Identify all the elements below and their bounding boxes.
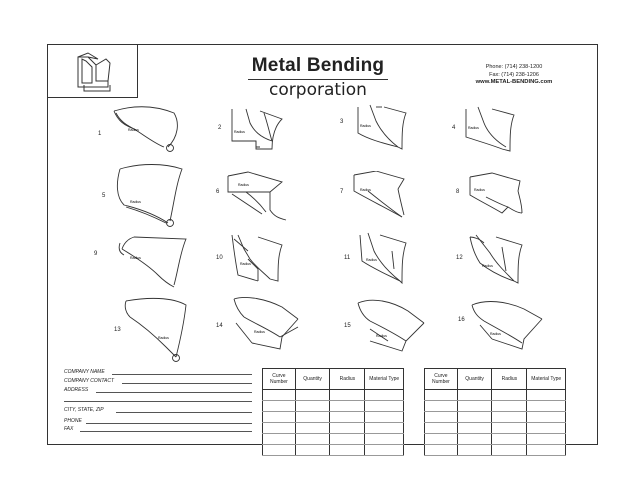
radius-label: Radius <box>482 264 493 268</box>
table-row[interactable] <box>425 412 566 423</box>
curve-1-drawing[interactable] <box>104 103 194 153</box>
company-subtitle: corporation <box>248 79 388 100</box>
company-contact-line[interactable] <box>122 383 252 384</box>
curve-3-drawing[interactable] <box>348 103 418 153</box>
curve-number-6: 6 <box>216 189 220 195</box>
radius-label: Radius <box>376 334 387 338</box>
curve-number-7: 7 <box>340 189 344 195</box>
order-table-left-body[interactable] <box>263 390 404 456</box>
radius-label: Radius <box>254 330 265 334</box>
curve-number-11: 11 <box>344 255 351 261</box>
curve-number-14: 14 <box>216 323 223 329</box>
phone-label: PHONE <box>64 418 82 424</box>
curve-number-9: 9 <box>94 251 98 257</box>
curve-number-4: 4 <box>452 125 456 131</box>
table-row[interactable] <box>425 390 566 401</box>
company-contact-label: COMPANY CONTACT <box>64 378 115 384</box>
col-material-type: Material Type <box>527 369 566 390</box>
curve-13-drawing[interactable] <box>118 295 198 365</box>
company-name-field[interactable] <box>64 369 105 375</box>
company-contact-field[interactable] <box>64 378 114 384</box>
radius-label: Radius <box>234 130 245 134</box>
company-name: Metal Bending <box>251 55 385 76</box>
address-label: ADDRESS <box>64 387 89 393</box>
company-name-label: COMPANY NAME <box>64 369 105 375</box>
col-curve-number: Curve Number <box>263 369 296 390</box>
curve-8-drawing[interactable] <box>462 171 528 221</box>
col-material-type: Material Type <box>365 369 404 390</box>
radius-label: Radius <box>360 124 371 128</box>
radius-label: Radius <box>130 256 141 260</box>
address-field[interactable] <box>64 387 88 393</box>
order-form-sheet <box>47 44 598 445</box>
curve-number-2: 2 <box>218 125 222 131</box>
radius-label: Radius <box>240 262 251 266</box>
table-row[interactable] <box>425 401 566 412</box>
company-name-line[interactable] <box>112 374 252 375</box>
fax-line[interactable] <box>80 431 252 432</box>
curve-11-drawing[interactable] <box>352 231 416 287</box>
table-row[interactable] <box>425 423 566 434</box>
phone-field[interactable] <box>64 418 82 424</box>
table-row[interactable] <box>425 434 566 445</box>
curve-number-10: 10 <box>216 255 223 261</box>
company-logo-icon <box>48 45 138 98</box>
col-radius: Radius <box>330 369 365 390</box>
col-curve-number: Curve Number <box>425 369 458 390</box>
city-state-zip-field[interactable] <box>64 407 104 413</box>
city-state-zip-line[interactable] <box>116 412 252 413</box>
curve-number-13: 13 <box>114 327 121 333</box>
contact-info <box>444 64 584 87</box>
radius-label: Radius <box>474 188 485 192</box>
curve-number-8: 8 <box>456 189 460 195</box>
table-row[interactable] <box>425 445 566 456</box>
curve-number-12: 12 <box>456 255 463 261</box>
curve-7-drawing[interactable] <box>348 171 412 221</box>
table-row[interactable] <box>263 445 404 456</box>
radius-label: Radius <box>128 128 139 132</box>
address-line-2[interactable] <box>64 401 252 402</box>
table-row[interactable] <box>263 423 404 434</box>
phone-line[interactable] <box>86 423 252 424</box>
table-row[interactable] <box>263 434 404 445</box>
curve-number-16: 16 <box>458 317 465 323</box>
col-quantity: Quantity <box>457 369 492 390</box>
city-state-zip-label: CITY, STATE, ZIP <box>64 407 104 413</box>
curve-number-1: 1 <box>98 131 102 137</box>
phone-number: Phone: (714) 238-1200 <box>485 64 543 70</box>
curve-16-drawing[interactable] <box>462 295 546 361</box>
col-radius: Radius <box>492 369 527 390</box>
curve-number-15: 15 <box>344 323 351 329</box>
fax-label: FAX <box>64 426 74 432</box>
col-quantity: Quantity <box>295 369 330 390</box>
fax-field[interactable] <box>64 426 73 432</box>
curve-14-drawing[interactable] <box>222 293 302 359</box>
curve-10-drawing[interactable] <box>224 231 294 287</box>
curve-5-drawing[interactable] <box>110 163 192 228</box>
fax-number: Fax: (714) 238-1206 <box>489 71 539 78</box>
curve-2-drawing[interactable] <box>224 105 294 155</box>
radius-label: Radius <box>238 183 249 187</box>
curve-number-5: 5 <box>102 193 106 199</box>
curve-12-drawing[interactable] <box>462 231 532 287</box>
logo-box <box>48 45 138 98</box>
radius-label: Radius <box>130 200 141 204</box>
order-table-right <box>424 368 566 456</box>
radius-label: Radius <box>490 332 501 336</box>
curve-number-3: 3 <box>340 119 344 125</box>
radius-label: Radius <box>468 126 479 130</box>
radius-label: Radius <box>158 336 169 340</box>
table-row[interactable] <box>263 401 404 412</box>
curve-9-drawing[interactable] <box>102 231 196 291</box>
curve-15-drawing[interactable] <box>348 295 428 361</box>
table-row[interactable] <box>263 390 404 401</box>
curve-4-drawing[interactable] <box>458 105 528 155</box>
order-table-right-body[interactable] <box>425 390 566 456</box>
table-row[interactable] <box>263 412 404 423</box>
order-table-left <box>262 368 404 456</box>
radius-label: Radius <box>366 258 377 262</box>
website-link[interactable]: www.METAL-BENDING.com <box>475 79 553 85</box>
address-line[interactable] <box>96 392 252 393</box>
radius-label: Radius <box>360 188 371 192</box>
curve-6-drawing[interactable] <box>222 170 294 222</box>
